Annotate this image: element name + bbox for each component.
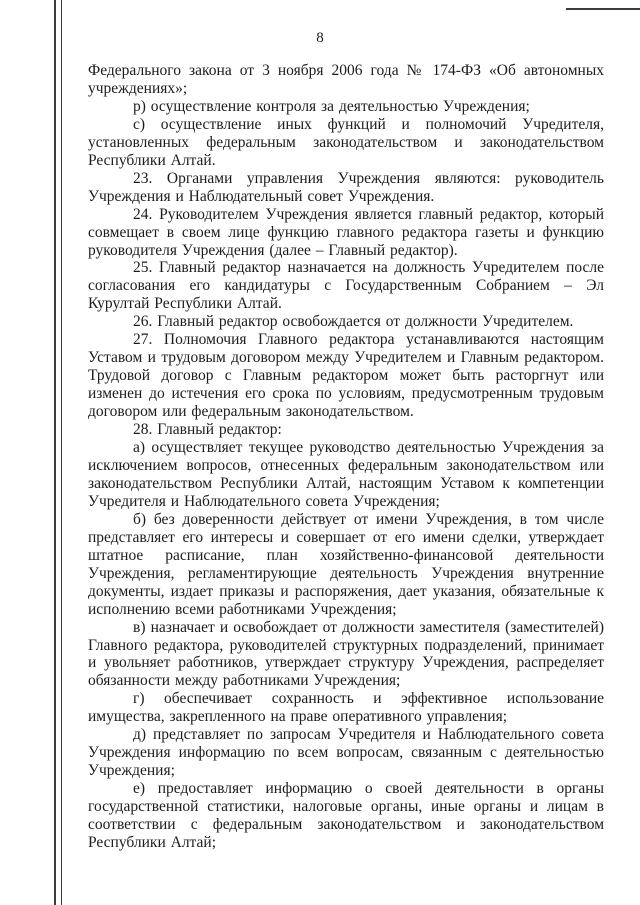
- paragraph: р) осуществление контроля за деятельностью Учреждения;: [133, 97, 530, 115]
- page-frame-top-border-fragment: [566, 8, 640, 10]
- paragraph: Федерального закона от 3 ноября 2006 года № 174-ФЗ «Об автономных учреждениях»;: [88, 62, 604, 97]
- paragraph: с) осуществление иных функций и полномочий Учредителя, установленных федеральным законодательством и законодательством Республики Алтай.: [88, 115, 604, 169]
- paragraph: 25. Главный редактор назначается на должность Учредителем после согласования его кандидатуры с Государственным Собранием – Эл Курултай Республики Алтай.: [88, 259, 604, 313]
- page-number: 8: [316, 30, 324, 46]
- paragraph: 24. Руководителем Учреждения является главный редактор, который совмещает в своем лице функцию главного редактора газеты и функцию руководителя Учреждения (далее – Главный редактор).: [88, 205, 604, 259]
- paragraph: а) осуществляет текущее руководство деятельностью Учреждения за исключением вопросов, отнесенных федеральным законодательством или законодательством Республики Алтай, настоящим Уставом к компетенции Учредителя и Наблюдательного совета Учреждения;: [88, 439, 604, 510]
- paragraph: в) назначает и освобождает от должности заместителя (заместителей) Главного редактора, руководителей структурных подразделений, принимает и увольняет работников, утверждает структуру Учреждения, распределяет обязанности между работниками Учреждения;: [88, 618, 604, 690]
- paragraph: г) обеспечивает сохранность и эффективное использование имущества, закрепленного на праве оперативного управления;: [88, 690, 604, 726]
- paragraph: 27. Полномочия Главного редактора устанавливаются настоящим Уставом и трудовым договором между Учредителем и Главным редактором. Трудовой договор с Главным редактором может быть расторгнут или изменен до истечения его срока по условиям, предусмотренным трудовым договором или федеральным законодательством.: [88, 331, 604, 421]
- document-body: [88, 62, 604, 852]
- paragraph: 23. Органами управления Учреждения являются: руководитель Учреждения и Наблюдательный совет Учреждения.: [88, 169, 604, 205]
- paragraph: д) представляет по запросам Учредителя и Наблюдательного совета Учреждения информацию по всем вопросам, связанным с деятельностью Учреждения;: [88, 726, 604, 780]
- paragraph: е) предоставляет информацию о своей деятельности в органы государственной статистики, налоговые органы, иные органы и лицам в соответствии с федеральным законодательством и законодательством Республики Алтай;: [88, 780, 604, 851]
- paragraph: б) без доверенности действует от имени Учреждения, в том числе представляет его интересы и совершает от его имени сделки, утверждает штатное расписание, план хозяйственно-финансовой деятельности Учреждения, регламентирующие деятельность Учреждения внутренние документы, издает приказы и распоряжения, дает указания, обязательные к исполнению всеми работниками Учреждения;: [88, 510, 604, 618]
- paragraph: 26. Главный редактор освобождается от должности Учредителем.: [133, 313, 574, 331]
- paragraph: 28. Главный редактор:: [133, 421, 282, 439]
- page-frame-left-border: [54, 0, 62, 905]
